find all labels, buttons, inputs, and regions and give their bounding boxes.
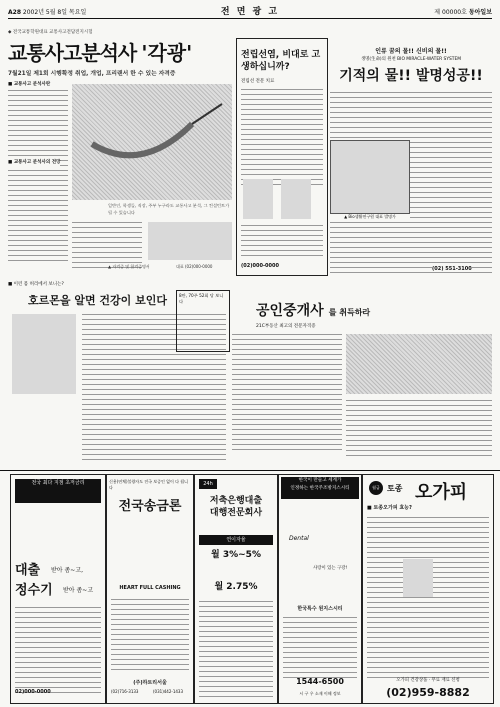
certificate-image — [148, 222, 232, 260]
ad-headline: 전립선염, 비대로 고생하십니까? — [241, 50, 321, 72]
savings-ad — [194, 474, 278, 704]
rate-label: 연이자율 — [199, 535, 273, 545]
remit-banner: HEART FULL CASHING — [119, 585, 181, 591]
health-side-box — [176, 290, 230, 352]
ogapi-headline: 오가피 — [415, 482, 468, 503]
savings-body — [199, 601, 273, 701]
water-kicker: 인류 꿈의 물!! 신비의 물!! — [375, 48, 447, 55]
loan-mid2: 받아 좀~고 — [63, 587, 94, 594]
realtor-headline: 공인중개사 를 취득하라 — [256, 303, 371, 319]
rate-2: 월 2.75% — [214, 582, 258, 592]
section-head: ■ 교통사고 분석사란 — [8, 82, 51, 87]
ad-body — [241, 89, 323, 189]
savings-h1: 저축은행대출 — [209, 496, 263, 506]
ogapi-body — [367, 517, 489, 682]
realtor-article — [232, 278, 492, 468]
inventor-photo — [330, 140, 410, 214]
loan-phone: 02)000-0000 — [15, 689, 51, 695]
remit-brand: (주)하트리서울 — [133, 680, 167, 686]
dental-addr: 시 구 우 소재 이해 정보 — [299, 691, 341, 696]
ogapi-ad — [362, 474, 494, 704]
ogapi-badge: 월급 — [369, 481, 383, 495]
ogapi-phone: (02)959-8882 — [386, 686, 470, 699]
loan-mid1: 받아 좀~고, — [51, 567, 84, 574]
realtor-body-2 — [346, 400, 492, 460]
body-text — [8, 90, 68, 265]
health-photo — [12, 314, 76, 394]
ogapi-bottom: 오가피 건강상품 · 무료 재료 신청 — [396, 678, 460, 683]
kicker: ◆ 전국교통학원대표 교통사고전담전지시험 — [8, 30, 93, 35]
ogapi-top: ■ 토종오가피 효능? — [367, 505, 412, 511]
ogapi-portrait — [403, 559, 433, 597]
water-headline: 기적의 물!! 발명성공!! — [339, 68, 483, 84]
dental-logo: Dental — [289, 535, 309, 542]
page-number: A28 2002년 5월 8일 목요일 — [8, 9, 87, 16]
ad-divider — [0, 470, 500, 471]
loan-ad — [10, 474, 106, 704]
dental-top: 한국이 만들고 세계가 인정하는 한국주조방지스시티 — [281, 477, 359, 499]
photo-caption: 일반인, 학생들, 직장, 주부 누구라도 교통사고 분석, 그 컨설턴트가 될 수 있습니다 — [108, 203, 230, 215]
remit-headline: 전국송금론 — [118, 499, 182, 514]
contact: 대표 (02)000-0000 — [176, 264, 213, 269]
loan-top: 전국 최다 지점 초저금리 — [15, 479, 101, 503]
remit-phone-1: (02)716-3133 — [111, 689, 139, 694]
page-header — [8, 4, 492, 19]
dental-ad — [278, 474, 362, 704]
ogapi-prefix: 토종 — [387, 484, 403, 493]
remit-body — [111, 599, 189, 674]
apartment-photo — [346, 334, 492, 394]
remit-ad — [106, 474, 194, 704]
issue-info: 제 00000호 동아일보 — [434, 9, 492, 16]
water-phone: (02) 551-3100 — [432, 266, 472, 272]
side-text: 8만, 70주 52회 당 보니다 — [179, 293, 224, 304]
24h-badge: 24h — [199, 479, 217, 489]
loan-big1: 대출 — [15, 563, 41, 578]
realtor-sub: 21C부동산 최고의 전문자격증 — [256, 324, 316, 329]
ad-body-2 — [241, 225, 323, 260]
water-sub: 생명(生命)의 원천 BIO MIRACLE-WATER SYSTEM — [360, 57, 462, 62]
traffic-article — [8, 22, 232, 274]
ad-sub: 전립선 전문 치료 — [241, 79, 275, 84]
realtor-body — [232, 334, 342, 454]
pen-illustration — [72, 84, 232, 200]
portrait-1 — [243, 179, 273, 219]
portrait-2 — [281, 179, 311, 219]
rate-1: 월 3%~5% — [211, 550, 261, 560]
prostate-ad — [236, 38, 328, 276]
dental-brand: 한국특수 원지스시티 — [297, 606, 343, 612]
section-head-2: ■ 교통사고 분석사의 전망 — [8, 160, 61, 165]
health-kicker: ■ 이런 몸 허리에서 보니는? — [8, 282, 64, 287]
loan-big2: 정수기 — [15, 583, 53, 598]
remit-phone-2: (031)442-1433 — [153, 689, 184, 694]
remit-top: 신용(연체)불량자도 전국 보증인 없이 다 됩니다 — [109, 479, 189, 490]
hand-photo — [72, 84, 232, 200]
health-headline: 호르몬을 알면 건강이 보인다 — [28, 294, 167, 307]
savings-h2: 대행전문회사 — [209, 508, 263, 518]
headline: 교통사고분석사 '각광' — [8, 41, 193, 65]
dental-body — [283, 617, 357, 682]
dental-tag: 사랑이 있는 구강! — [313, 566, 348, 571]
water-article — [330, 40, 492, 276]
subhead: 7월21일 제1회 시행확정 취업, 개업, 프리랜서 한 수 있는 자격증 — [8, 71, 176, 77]
loan-body — [15, 607, 101, 697]
ad-phone: (02)000-0000 — [241, 263, 279, 269]
dental-phone: 1544-6500 — [296, 677, 344, 686]
photo-caption: ▲ Bio생활연구원 대표 발명가 — [330, 214, 410, 220]
section-title: 전 면 광 고 — [220, 7, 280, 17]
cert-caption: ▲ 자격증 및 합격증명서 — [108, 264, 150, 269]
